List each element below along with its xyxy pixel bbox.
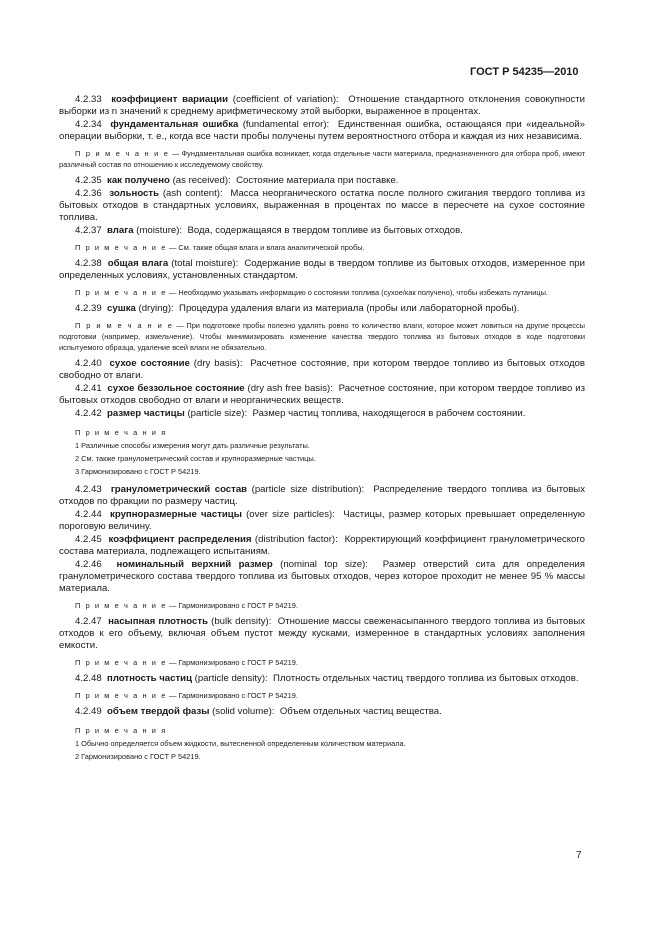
note-item: 1 Различные способы измерения могут дать различные результаты. xyxy=(75,441,310,450)
entry-4-2-35: 4.2.35 как получено (as received): Состояние материала при поставке. xyxy=(75,175,399,186)
entry-4-2-42: 4.2.42 размер частицы (particle size): Размер частиц топлива, находящегося в рабочем состоянии. xyxy=(75,408,526,419)
note-item: 2 Гармонизировано с ГОСТ Р 54219. xyxy=(75,752,201,761)
entry-4-2-49: 4.2.49 объем твердой фазы (solid volume): Объем отдельных частиц вещества. xyxy=(75,706,442,717)
note-4-2-39: П р и м е ч а н и е — При подготовке пробы полезно удалять ровно то количество влаги, которое может ловиться на другие процессы подготовки (например, измельчение). Чтобы минимизировать изменение качества твердого топлива из бытовых отходов в ходе подготовки испытуемого образца, удаление всей влаги не обязательно. xyxy=(59,321,585,352)
entry-4-2-36: 4.2.36 зольность (ash content): Масса неорганического остатка после полного сжигания твердого топлива из бытовых отходов в стандартных условиях, выраженная в процентах по массе в пересчете на сухое состояние топлива. xyxy=(59,188,585,223)
note-item: 2 См. также гранулометрический состав и крупноразмерные частицы. xyxy=(75,454,316,463)
entry-4-2-41: 4.2.41 сухое беззольное состояние (dry ash free basis): Расчетное состояние, при котором твердое топливо из бытовых отходов свободно от влаги и неорганических веществ. xyxy=(59,383,585,406)
entry-4-2-38: 4.2.38 общая влага (total moisture): Содержание воды в твердом топливе из бытовых отходов, измеренное при определенных условиях, установленных стандартом. xyxy=(59,258,585,281)
entry-4-2-46: 4.2.46 номинальный верхний размер (nominal top size): Размер отверстий сита для определения гранулометрического состава твердого топлива из бытовых отходов, через которое проходит не менее 95 % массы материала. xyxy=(59,559,585,594)
entry-4-2-34: 4.2.34 фундаментальная ошибка (fundamental error): Единственная ошибка, остающаяся при «идеальной» операции выборки, т. е., когда все части пробы получены путем вероятностного отбора и каждая из них независима. xyxy=(59,119,586,142)
notes-4-2-42 xyxy=(59,426,585,478)
note-item: 1 Обычно определяется объем жидкости, вытесненной определенным количеством материала. xyxy=(75,739,406,748)
entry-4-2-48: 4.2.48 плотность частиц (particle density): Плотность отдельных частиц твердого топлива из бытовых отходов. xyxy=(75,673,579,684)
entry-4-2-47: 4.2.47 насыпная плотность (bulk density): Отношение массы свеженасыпанного твердого топлива из бытовых отходов к его объему, включая объем пустот между кусками, измеренное в стандартных условиях заполнения емкости. xyxy=(59,616,586,651)
note-4-2-34: П р и м е ч а н и е — Фундаментальная ошибка возникает, когда отдельные части материала, предназначенного для отбора проб, имеют различный состав по отношению к исследуемому свойству. xyxy=(59,149,585,169)
note-item: 3 Гармонизировано с ГОСТ Р 54219. xyxy=(75,467,201,476)
notes-title: П р и м е ч а н и я xyxy=(75,428,167,437)
note-4-2-47: П р и м е ч а н и е — Гармонизировано с ГОСТ Р 54219. xyxy=(75,658,298,667)
entry-4-2-44: 4.2.44 крупноразмерные частицы (over size particles): Частицы, размер которых превышает определенную пороговую величину. xyxy=(59,509,585,532)
entry-4-2-33: 4.2.33 коэффициент вариации (coefficient of variation): Отношение стандартного отклонения совокупности выборки из n значений к среднему арифметическому этой выборки, выраженное в процентах. xyxy=(59,94,585,117)
note-4-2-46: П р и м е ч а н и е — Гармонизировано с ГОСТ Р 54219. xyxy=(75,601,298,610)
entry-4-2-40: 4.2.40 сухое состояние (dry basis): Расчетное состояние, при котором твердое топливо из бытовых отходов свободно от влаги. xyxy=(59,358,585,381)
document-header: ГОСТ Р 54235—2010 xyxy=(470,66,579,78)
page-number: 7 xyxy=(576,850,582,861)
note-4-2-37: П р и м е ч а н и е — См. также общая влага и влага аналитической пробы. xyxy=(75,243,365,252)
notes-4-2-49 xyxy=(59,724,585,763)
document-body xyxy=(59,94,585,769)
note-4-2-38: П р и м е ч а н и е — Необходимо указывать информацию о состоянии топлива (сухое/как получено), чтобы избежать путаницы. xyxy=(75,288,548,297)
note-4-2-48: П р и м е ч а н и е — Гармонизировано с ГОСТ Р 54219. xyxy=(75,691,298,700)
entry-4-2-45: 4.2.45 коэффициент распределения (distribution factor): Корректирующий коэффициент гранулометрического состава материала, подлежащего испытаниям. xyxy=(59,534,585,557)
entry-4-2-39: 4.2.39 сушка (drying): Процедура удаления влаги из материала (пробы или лабораторной пробы). xyxy=(75,303,520,314)
notes-title: П р и м е ч а н и я xyxy=(75,726,167,735)
entry-4-2-37: 4.2.37 влага (moisture): Вода, содержащаяся в твердом топливе из бытовых отходов. xyxy=(75,225,463,236)
entry-4-2-43: 4.2.43 гранулометрический состав (particle size distribution): Распределение твердого топлива из бытовых отходов по фракции по размеру частиц. xyxy=(59,484,585,507)
